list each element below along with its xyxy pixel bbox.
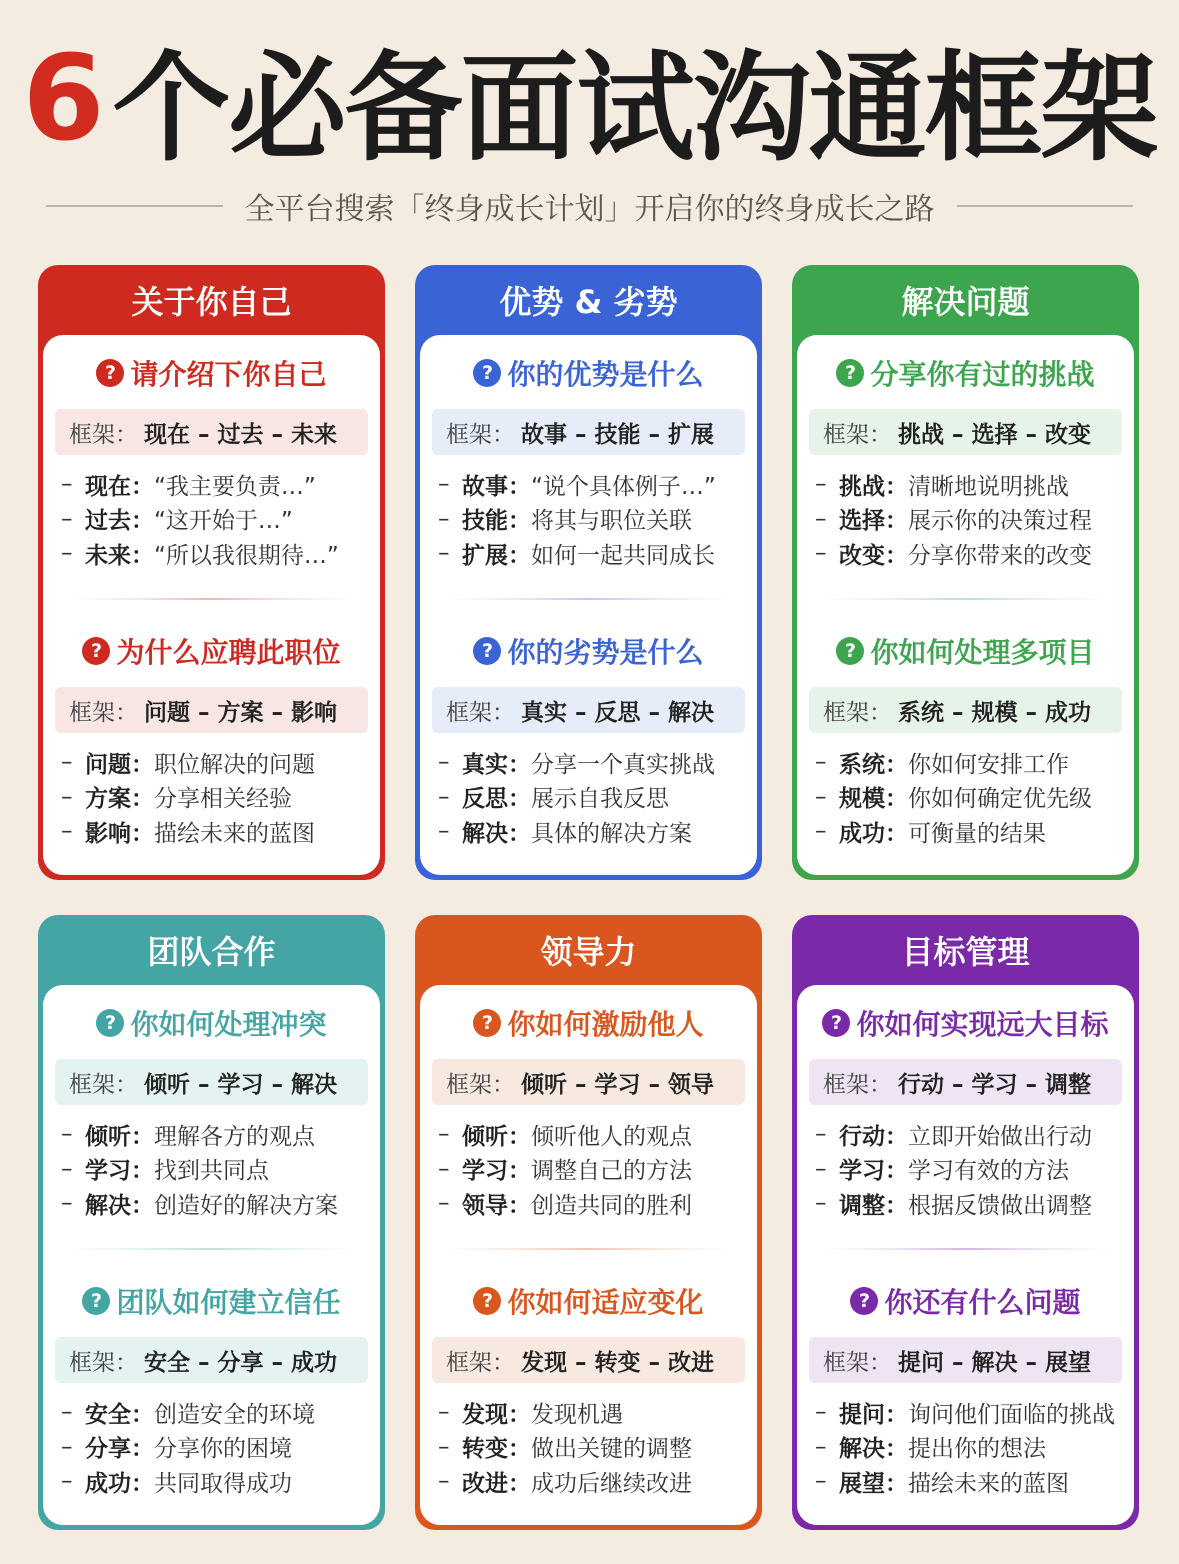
question-heading — [797, 353, 1134, 393]
list-item — [815, 1464, 1134, 1499]
step-key: 系统： — [839, 751, 908, 778]
step-key: 影响： — [85, 820, 154, 847]
step-key: 转变： — [462, 1436, 531, 1463]
framework-steps: 提问 – 解决 – 展望 — [898, 1349, 1092, 1376]
framework-bar — [55, 409, 368, 455]
framework-label: 框架： — [446, 421, 515, 448]
step-key: 过去： — [85, 508, 154, 535]
step-value: 职位解决的问题 — [154, 751, 315, 778]
dash-bullet-icon: – — [61, 749, 73, 776]
card-body — [43, 335, 380, 875]
dash-bullet-icon: – — [61, 1468, 73, 1495]
step-key: 提问： — [839, 1401, 908, 1428]
step-list — [815, 467, 1134, 571]
step-key: 改进： — [462, 1470, 531, 1497]
question-section — [43, 1003, 380, 1221]
card-header: 关于你自己 — [131, 283, 292, 321]
dash-bullet-icon: – — [438, 1399, 450, 1426]
dash-bullet-icon: – — [61, 1121, 73, 1148]
question-heading — [43, 1281, 380, 1321]
question-mark-icon: ? — [473, 1009, 501, 1037]
step-value: 成功后继续改进 — [531, 1470, 692, 1497]
list-item — [61, 502, 380, 537]
card-body — [420, 985, 757, 1525]
step-list — [815, 745, 1134, 849]
question-heading — [797, 631, 1134, 671]
step-list — [815, 1117, 1134, 1221]
step-list — [438, 1395, 757, 1499]
card-body — [43, 985, 380, 1525]
step-key: 解决： — [85, 1192, 154, 1219]
list-item — [61, 1395, 380, 1430]
question-text: 分享你有过的挑战 — [870, 358, 1095, 391]
framework-bar — [432, 409, 745, 455]
question-section — [797, 1003, 1134, 1221]
framework-steps: 真实 – 反思 – 解决 — [521, 699, 715, 726]
step-key: 倾听： — [85, 1123, 154, 1150]
step-value: 展示自我反思 — [531, 786, 669, 813]
step-key: 展望： — [839, 1470, 908, 1497]
step-key: 方案： — [85, 786, 154, 813]
step-value: 做出关键的调整 — [531, 1436, 692, 1463]
step-list — [815, 1395, 1134, 1499]
dash-bullet-icon: – — [815, 1155, 827, 1182]
dash-bullet-icon: – — [438, 783, 450, 810]
step-key: 学习： — [462, 1158, 531, 1185]
step-key: 学习： — [839, 1158, 908, 1185]
question-text: 请介绍下你自己 — [130, 358, 327, 391]
question-mark-icon: ? — [82, 637, 110, 665]
question-mark-icon: ? — [96, 1009, 124, 1037]
list-item — [815, 536, 1134, 571]
question-section — [420, 1003, 757, 1221]
step-list — [61, 1395, 380, 1499]
step-key: 倾听： — [462, 1123, 531, 1150]
step-key: 学习： — [85, 1158, 154, 1185]
dash-bullet-icon: – — [438, 505, 450, 532]
question-heading — [797, 1281, 1134, 1321]
dash-bullet-icon: – — [438, 1121, 450, 1148]
question-mark-icon: ? — [850, 1287, 878, 1315]
list-item — [61, 1186, 380, 1221]
list-item — [438, 1464, 757, 1499]
framework-label: 框架： — [69, 699, 138, 726]
framework-steps: 倾听 – 学习 – 解决 — [144, 1071, 338, 1098]
framework-bar — [809, 1059, 1122, 1105]
step-key: 成功： — [839, 820, 908, 847]
step-value: “说个具体例子…” — [531, 473, 716, 500]
step-value: 清晰地说明挑战 — [908, 473, 1069, 500]
list-item — [815, 1186, 1134, 1221]
question-section — [420, 1281, 757, 1499]
step-list — [438, 745, 757, 849]
dash-bullet-icon: – — [61, 783, 73, 810]
dash-bullet-icon: – — [438, 818, 450, 845]
list-item — [438, 502, 757, 537]
question-heading — [420, 1003, 757, 1043]
question-section — [420, 631, 757, 849]
question-heading — [43, 631, 380, 671]
card-body — [797, 985, 1134, 1525]
step-key: 行动： — [839, 1123, 908, 1150]
dash-bullet-icon: – — [61, 1399, 73, 1426]
list-item — [815, 467, 1134, 502]
list-item — [815, 745, 1134, 780]
dash-bullet-icon: – — [438, 749, 450, 776]
question-mark-icon: ? — [96, 359, 124, 387]
dash-bullet-icon: – — [815, 783, 827, 810]
question-heading — [43, 1003, 380, 1043]
subtitle-divider-right — [957, 205, 1134, 207]
step-value: 根据反馈做出调整 — [908, 1192, 1092, 1219]
dash-bullet-icon: – — [815, 749, 827, 776]
step-key: 未来： — [85, 542, 154, 569]
list-item — [61, 467, 380, 502]
section-divider — [65, 1248, 358, 1250]
question-text: 你的劣势是什么 — [507, 636, 704, 669]
list-item — [61, 780, 380, 815]
question-section — [43, 353, 380, 571]
step-value: 创造好的解决方案 — [154, 1192, 338, 1219]
card-header: 团队合作 — [147, 933, 276, 971]
list-item — [438, 745, 757, 780]
step-key: 规模： — [839, 786, 908, 813]
list-item — [61, 536, 380, 571]
list-item — [61, 745, 380, 780]
category-card — [415, 915, 762, 1530]
dash-bullet-icon: – — [61, 1433, 73, 1460]
framework-steps: 安全 – 分享 – 成功 — [144, 1349, 338, 1376]
step-key: 安全： — [85, 1401, 154, 1428]
list-item — [815, 780, 1134, 815]
step-value: 分享一个真实挑战 — [531, 751, 715, 778]
framework-bar — [432, 1059, 745, 1105]
step-key: 发现： — [462, 1401, 531, 1428]
question-text: 为什么应聘此职位 — [116, 636, 341, 669]
step-key: 故事： — [462, 473, 531, 500]
framework-label: 框架： — [446, 699, 515, 726]
list-item — [815, 1152, 1134, 1187]
question-section — [420, 353, 757, 571]
dash-bullet-icon: – — [438, 1433, 450, 1460]
step-key: 反思： — [462, 786, 531, 813]
step-key: 解决： — [839, 1436, 908, 1463]
step-value: 具体的解决方案 — [531, 820, 692, 847]
subtitle: 全平台搜索「终身成长计划」开启你的终身成长之路 — [244, 192, 935, 227]
step-list — [61, 467, 380, 571]
framework-bar — [55, 1337, 368, 1383]
dash-bullet-icon: – — [815, 1121, 827, 1148]
list-item — [438, 1395, 757, 1430]
dash-bullet-icon: – — [815, 1468, 827, 1495]
card-header: 目标管理 — [901, 933, 1030, 971]
list-item — [815, 814, 1134, 849]
step-key: 扩展： — [462, 542, 531, 569]
question-heading — [797, 1003, 1134, 1043]
list-item — [438, 467, 757, 502]
step-key: 问题： — [85, 751, 154, 778]
question-mark-icon: ? — [822, 1009, 850, 1037]
dash-bullet-icon: – — [61, 471, 73, 498]
framework-steps: 现在 – 过去 – 未来 — [144, 421, 338, 448]
step-list — [61, 1117, 380, 1221]
framework-steps: 故事 – 技能 – 扩展 — [521, 421, 715, 448]
step-value: 分享你带来的改变 — [908, 542, 1092, 569]
page-title — [0, 28, 1179, 177]
step-value: 分享相关经验 — [154, 786, 292, 813]
dash-bullet-icon: – — [815, 540, 827, 567]
list-item — [438, 814, 757, 849]
question-text: 你如何实现远大目标 — [856, 1008, 1109, 1041]
step-value: 调整自己的方法 — [531, 1158, 692, 1185]
dash-bullet-icon: – — [438, 471, 450, 498]
list-item — [61, 1464, 380, 1499]
question-mark-icon: ? — [836, 359, 864, 387]
framework-label: 框架： — [823, 1349, 892, 1376]
step-key: 挑战： — [839, 473, 908, 500]
category-card — [415, 265, 762, 880]
step-key: 调整： — [839, 1192, 908, 1219]
framework-steps: 系统 – 规模 – 成功 — [898, 699, 1092, 726]
list-item — [438, 1430, 757, 1465]
dash-bullet-icon: – — [61, 540, 73, 567]
card-header: 解决问题 — [901, 283, 1030, 321]
step-value: 分享你的困境 — [154, 1436, 292, 1463]
question-text: 你还有什么问题 — [884, 1286, 1081, 1319]
step-value: 发现机遇 — [531, 1401, 623, 1428]
list-item — [438, 1186, 757, 1221]
step-value: 如何一起共同成长 — [531, 542, 715, 569]
dash-bullet-icon: – — [61, 818, 73, 845]
step-value: 可衡量的结果 — [908, 820, 1046, 847]
subtitle-divider-left — [46, 205, 223, 207]
dash-bullet-icon: – — [815, 818, 827, 845]
step-value: 描绘未来的蓝图 — [154, 820, 315, 847]
question-heading — [420, 353, 757, 393]
step-value: 提出你的想法 — [908, 1436, 1046, 1463]
question-heading — [43, 353, 380, 393]
list-item — [438, 1152, 757, 1187]
question-text: 你如何处理多项目 — [870, 636, 1095, 669]
framework-bar — [809, 409, 1122, 455]
category-card — [792, 265, 1139, 880]
list-item — [815, 502, 1134, 537]
framework-steps: 发现 – 转变 – 改进 — [521, 1349, 715, 1376]
step-value: 理解各方的观点 — [154, 1123, 315, 1150]
step-value: 倾听他人的观点 — [531, 1123, 692, 1150]
section-divider — [65, 598, 358, 600]
section-divider — [819, 1248, 1112, 1250]
framework-steps: 挑战 – 选择 – 改变 — [898, 421, 1092, 448]
step-key: 现在： — [85, 473, 154, 500]
list-item — [438, 1117, 757, 1152]
framework-label: 框架： — [69, 421, 138, 448]
step-value: “所以我很期待…” — [154, 542, 339, 569]
list-item — [61, 814, 380, 849]
step-value: “这开始于…” — [154, 508, 293, 535]
framework-bar — [55, 1059, 368, 1105]
step-value: 找到共同点 — [154, 1158, 269, 1185]
step-value: 共同取得成功 — [154, 1470, 292, 1497]
question-text: 你如何处理冲突 — [130, 1008, 327, 1041]
step-key: 选择： — [839, 508, 908, 535]
step-key: 改变： — [839, 542, 908, 569]
dash-bullet-icon: – — [815, 1399, 827, 1426]
question-mark-icon: ? — [473, 1287, 501, 1315]
dash-bullet-icon: – — [61, 505, 73, 532]
question-text: 你的优势是什么 — [507, 358, 704, 391]
framework-label: 框架： — [69, 1071, 138, 1098]
step-value: “我主要负责…” — [154, 473, 316, 500]
subtitle-row — [46, 182, 1133, 230]
step-key: 分享： — [85, 1436, 154, 1463]
framework-steps: 问题 – 方案 – 影响 — [144, 699, 338, 726]
dash-bullet-icon: – — [61, 1155, 73, 1182]
framework-bar — [809, 1337, 1122, 1383]
framework-bar — [55, 687, 368, 733]
card-body — [420, 335, 757, 875]
list-item — [61, 1117, 380, 1152]
title-number: 6 — [22, 29, 103, 167]
framework-label: 框架： — [823, 1071, 892, 1098]
step-list — [438, 1117, 757, 1221]
card-header: 优势 & 劣势 — [499, 283, 678, 321]
framework-bar — [432, 1337, 745, 1383]
step-key: 成功： — [85, 1470, 154, 1497]
card-body — [797, 335, 1134, 875]
framework-label: 框架： — [823, 699, 892, 726]
dash-bullet-icon: – — [438, 1155, 450, 1182]
card-header: 领导力 — [540, 933, 637, 971]
step-value: 你如何确定优先级 — [908, 786, 1092, 813]
step-value: 展示你的决策过程 — [908, 508, 1092, 535]
section-divider — [442, 598, 735, 600]
step-key: 领导： — [462, 1192, 531, 1219]
dash-bullet-icon: – — [438, 1468, 450, 1495]
framework-label: 框架： — [446, 1071, 515, 1098]
step-value: 描绘未来的蓝图 — [908, 1470, 1069, 1497]
question-section — [43, 1281, 380, 1499]
step-value: 创造共同的胜利 — [531, 1192, 692, 1219]
framework-bar — [809, 687, 1122, 733]
dash-bullet-icon: – — [438, 540, 450, 567]
category-card — [38, 265, 385, 880]
step-key: 技能： — [462, 508, 531, 535]
list-item — [815, 1395, 1134, 1430]
dash-bullet-icon: – — [815, 1190, 827, 1217]
list-item — [438, 536, 757, 571]
step-list — [61, 745, 380, 849]
question-heading — [420, 631, 757, 671]
question-mark-icon: ? — [836, 637, 864, 665]
step-value: 将其与职位关联 — [531, 508, 692, 535]
question-text: 你如何适应变化 — [507, 1286, 704, 1319]
question-text: 你如何激励他人 — [507, 1008, 704, 1041]
dash-bullet-icon: – — [815, 1433, 827, 1460]
step-key: 真实： — [462, 751, 531, 778]
title-text: 个必备面试沟通框架 — [112, 39, 1157, 177]
dash-bullet-icon: – — [815, 471, 827, 498]
step-value: 立即开始做出行动 — [908, 1123, 1092, 1150]
question-mark-icon: ? — [473, 637, 501, 665]
question-heading — [420, 1281, 757, 1321]
question-section — [797, 631, 1134, 849]
framework-bar — [432, 687, 745, 733]
framework-label: 框架： — [69, 1349, 138, 1376]
list-item — [438, 780, 757, 815]
question-section — [797, 1281, 1134, 1499]
framework-steps: 行动 – 学习 – 调整 — [898, 1071, 1092, 1098]
step-value: 询问他们面临的挑战 — [908, 1401, 1115, 1428]
dash-bullet-icon: – — [815, 505, 827, 532]
section-divider — [819, 598, 1112, 600]
category-card — [38, 915, 385, 1530]
list-item — [815, 1430, 1134, 1465]
list-item — [815, 1117, 1134, 1152]
question-section — [797, 353, 1134, 571]
step-value: 你如何安排工作 — [908, 751, 1069, 778]
question-mark-icon: ? — [473, 359, 501, 387]
step-list — [438, 467, 757, 571]
list-item — [61, 1152, 380, 1187]
framework-steps: 倾听 – 学习 – 领导 — [521, 1071, 715, 1098]
step-key: 解决： — [462, 820, 531, 847]
question-text: 团队如何建立信任 — [116, 1286, 341, 1319]
framework-label: 框架： — [446, 1349, 515, 1376]
step-value: 学习有效的方法 — [908, 1158, 1069, 1185]
question-mark-icon: ? — [82, 1287, 110, 1315]
section-divider — [442, 1248, 735, 1250]
list-item — [61, 1430, 380, 1465]
category-card — [792, 915, 1139, 1530]
dash-bullet-icon: – — [61, 1190, 73, 1217]
framework-label: 框架： — [823, 421, 892, 448]
question-section — [43, 631, 380, 849]
dash-bullet-icon: – — [438, 1190, 450, 1217]
step-value: 创造安全的环境 — [154, 1401, 315, 1428]
